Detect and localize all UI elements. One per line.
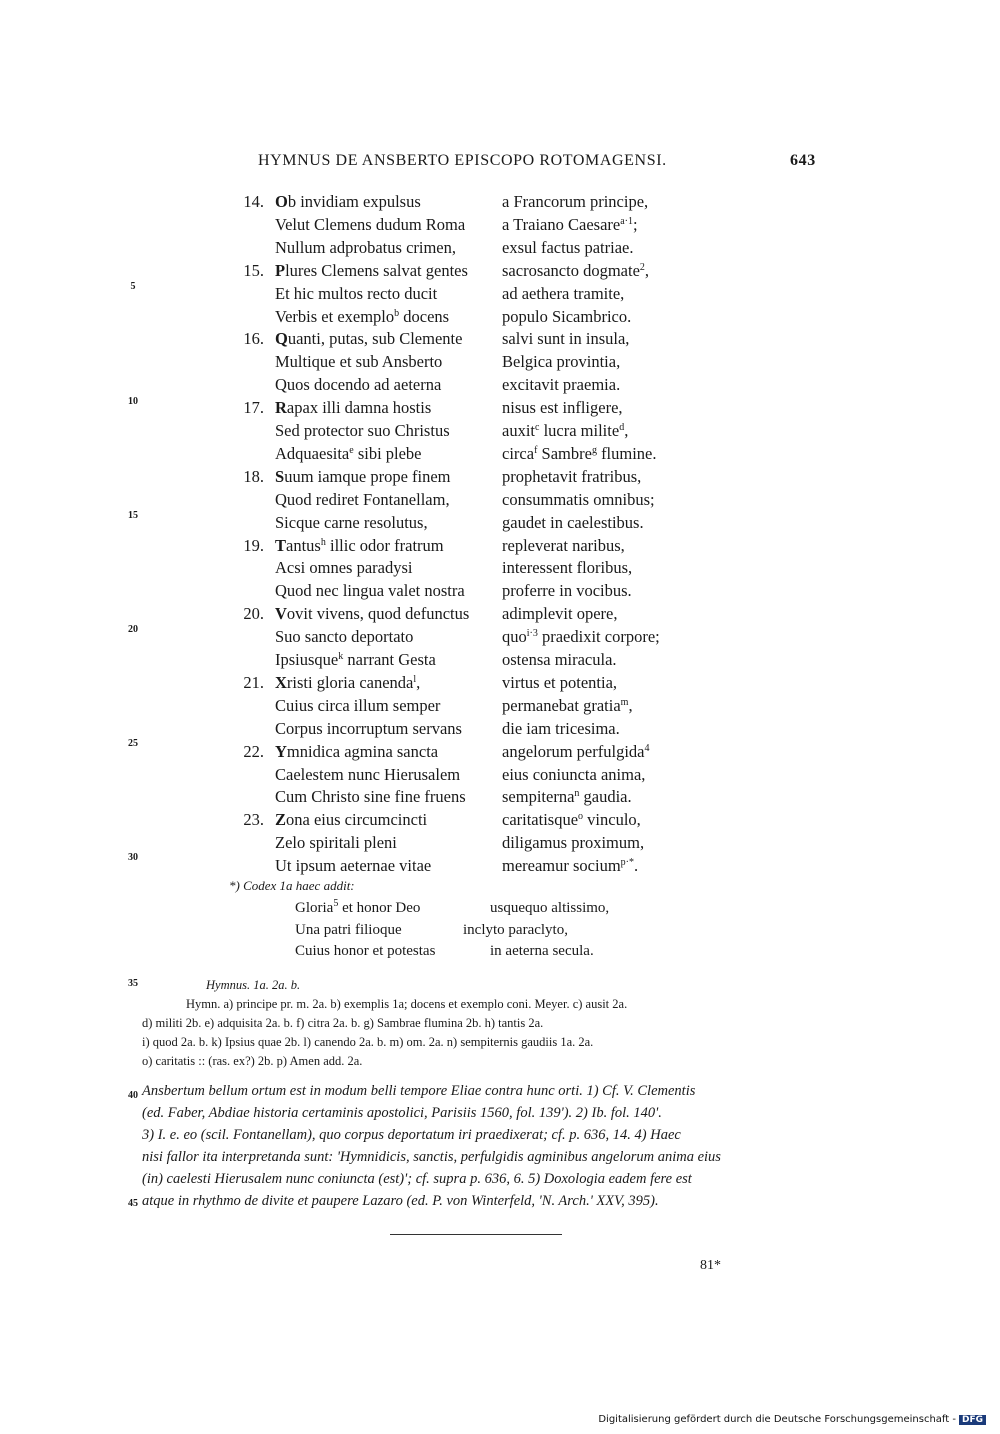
verse-line-second-half: permanebat gratia$^m$, — [502, 695, 633, 715]
footnote-line: (in) caelesti Hierusalem nunc coniuncta (est)'; cf. supra p. 636, 6. 5) Doxologia eadem fere est — [142, 1171, 692, 1187]
verse-line-second-half: populo Sicambrico. — [502, 306, 632, 326]
verse-line-second-half: ostensa miracula. — [502, 650, 617, 669]
verse-line-first-half: Cuius circa illum semper — [275, 695, 441, 715]
verse-line-second-half: nisus est infligere, — [502, 398, 623, 418]
verse-line-second-half: quo$^{i\cdot 3}$ praedixit corpore; — [502, 627, 660, 647]
apparatus-line: d) militi 2b. e) adquisita 2a. b. f) citra 2a. b. g) Sambrae flumina 2b. h) tantis 2a. — [142, 1016, 544, 1030]
codex-line-first-half: Una patri filioque — [295, 921, 402, 938]
verse-line-second-half: consummatis omnibus; — [502, 489, 655, 509]
margin-line-number: 25 — [128, 738, 138, 749]
margin-line-number: 15 — [128, 510, 138, 521]
codex-line-first-half: Cuius honor et potestas — [295, 943, 436, 959]
stanza-number: 16. — [243, 329, 264, 349]
verse-line-first-half: Cum Christo sine fine fruens — [275, 787, 466, 807]
verse-line-second-half: proferre in vocibus. — [502, 581, 632, 601]
stanza-number: 18. — [243, 466, 264, 486]
verse-line-first-half: Vovit vivens, quod defunctus — [275, 604, 470, 624]
margin-line-number: 5 — [130, 281, 136, 292]
verse-line-first-half: Ob invidiam expulsus — [275, 192, 421, 211]
verse-line-second-half: exsul factus patriae. — [502, 237, 634, 257]
verse-line-first-half: Suum iamque prope finem — [275, 466, 451, 486]
margin-line-number: 30 — [128, 852, 138, 863]
verse-line-first-half: Ipsiusque$^k$ narrant Gesta — [275, 650, 436, 669]
verse-line-first-half: Sed protector suo Christus — [275, 421, 450, 440]
verse-line-first-half: Velut Clemens dudum Roma — [275, 214, 466, 234]
verse-line-first-half: Xristi gloria canenda$^l$, — [275, 672, 421, 692]
margin-line-number: 20 — [128, 624, 138, 635]
stanza-number: 15. — [243, 260, 264, 280]
verse-line-second-half: ad aethera tramite, — [502, 283, 625, 303]
dfg-footer — [598, 1414, 986, 1425]
stanza-number: 14. — [243, 192, 264, 211]
verse-line-first-half: Corpus incorruptum servans — [275, 718, 462, 738]
stanza-number: 21. — [243, 672, 264, 692]
verse-line-first-half: Rapax illi damna hostis — [275, 398, 432, 418]
stanza-number: 20. — [243, 604, 264, 624]
verse-line-first-half: Quos docendo ad aeterna — [275, 375, 442, 395]
verse-line-first-half: Verbis et exemplo$^b$ docens — [275, 306, 450, 326]
codex-line-second-half: in aeterna secula. — [490, 943, 594, 959]
verse-line-second-half: mereamur socium$^{p\cdot*}$. — [502, 856, 639, 876]
verse-line-second-half: eius coniuncta anima, — [502, 764, 646, 784]
stanza-number: 23. — [243, 810, 264, 830]
verse-line-second-half: sempiterna$^n$ gaudia. — [502, 787, 632, 807]
footnote-line: nisi fallor ita interpretanda sunt: 'Hymnidicis, sanctis, perfulgidis agminibus angelorum anima eius — [142, 1149, 721, 1165]
verse-line-second-half: a Traiano Caesare$^{a\cdot 1}$; — [502, 214, 638, 234]
verse-line-first-half: Tantus$^h$ illic odor fratrum — [275, 535, 444, 555]
codex-line-second-half: inclyto paraclyto, — [463, 921, 568, 938]
verse-line-second-half: excitavit praemia. — [502, 375, 621, 395]
verse-line-first-half: Caelestem nunc Hierusalem — [275, 764, 461, 784]
verse-line-second-half: virtus et potentia, — [502, 672, 618, 692]
verse-line-first-half: Nullum adprobatus crimen, — [275, 237, 457, 257]
verse-line-first-half: Ut ipsum aeternae vitae — [275, 856, 432, 876]
signature-mark: 81* — [700, 1258, 721, 1273]
verse-line-first-half: Quod rediret Fontanellam, — [275, 489, 450, 509]
margin-line-number: 10 — [128, 396, 138, 407]
verse-line-second-half: diligamus proximum, — [502, 833, 645, 853]
verse-line-second-half: sacrosancto dogmate$^2$, — [502, 260, 650, 280]
verse-line-second-half: Belgica provintia, — [502, 352, 621, 372]
footnote-line: Ansbertum bellum ortum est in modum belli tempore Eliae contra hunc orti. 1) Cf. V. Clementis — [142, 1083, 696, 1099]
footnote-line: atque in rhythmo de divite et paupere Lazaro (ed. P. von Winterfeld, 'N. Arch.' XXV, 395). — [142, 1193, 659, 1209]
verse-line-first-half: Plures Clemens salvat gentes — [275, 260, 468, 280]
verse-line-first-half: Zona eius circumcincti — [275, 810, 428, 830]
margin-line-number: 35 — [128, 978, 138, 989]
divider-rule — [390, 1234, 562, 1235]
footnote-line: (ed. Faber, Abdiae historia certaminis apostolici, Parisiis 1560, fol. 139'). 2) Ib. fol. 140'. — [142, 1105, 662, 1121]
verse-line-second-half: interessent floribus, — [502, 558, 633, 578]
page-header: HYMNUS DE ANSBERTO EPISCOPO ROTOMAGENSI. — [258, 152, 667, 169]
verse-line-second-half: salvi sunt in insula, — [502, 329, 630, 349]
codex-line-second-half: usquequo altissimo, — [490, 900, 610, 916]
margin-line-number: 45 — [128, 1198, 138, 1209]
footnote-line: 3) I. e. eo (scil. Fontanellam), quo corpus deportatum iri praedixerat; cf. p. 636, 14. 4) Haec — [142, 1127, 681, 1143]
verse-line-first-half: Adquaesita$^e$ sibi plebe — [275, 443, 422, 463]
verse-line-first-half: Acsi omnes paradysi — [275, 558, 413, 578]
verse-line-second-half: caritatisque$^o$ vinculo, — [502, 810, 641, 830]
stanza-number: 22. — [243, 741, 264, 761]
verse-line-second-half: circa$^f$ Sambre$^g$ flumine. — [502, 443, 657, 463]
apparatus-line: o) caritatis :: (ras. ex?) 2b. p) Amen add. 2a. — [142, 1054, 363, 1068]
page-number: 643 — [790, 152, 816, 169]
verse-line-first-half: Multique et sub Ansberto — [275, 352, 443, 372]
verse-line-second-half: repleverat naribus, — [502, 535, 625, 555]
verse-line-first-half: Zelo spiritali pleni — [275, 833, 397, 853]
verse-line-first-half: Suo sancto deportato — [275, 627, 414, 647]
verse-line-first-half: Et hic multos recto ducit — [275, 283, 438, 303]
verse-line-second-half: adimplevit opere, — [502, 604, 618, 624]
verse-line-first-half: Ymnidica agmina sancta — [275, 741, 439, 761]
stanza-number: 17. — [243, 398, 264, 418]
verse-line-first-half: Quanti, putas, sub Clemente — [275, 329, 463, 349]
apparatus-line: Hymn. a) principe pr. m. 2a. b) exemplis 1a; docens et exemplo coni. Meyer. c) ausit 2a. — [186, 997, 628, 1011]
stanza-number: 19. — [243, 535, 264, 555]
apparatus-line: i) quod 2a. b. k) Ipsius quae 2b. l) canendo 2a. b. m) om. 2a. n) sempiternis gaudiis 1a. 2a. — [142, 1035, 594, 1049]
codex-line-first-half: Gloria$^5$ et honor Deo — [295, 898, 421, 916]
verse-line-second-half: angelorum perfulgida$^4$ — [502, 741, 650, 761]
margin-line-number: 40 — [128, 1090, 138, 1101]
apparatus-hymnus: Hymnus. 1a. 2a. b. — [206, 978, 301, 992]
verse-line-first-half: Sicque carne resolutus, — [275, 512, 428, 532]
footer-text: Digitalisierung gefördert durch die Deutsche Forschungsgemeinschaft - — [598, 1414, 956, 1425]
verse-line-second-half: gaudet in caelestibus. — [502, 512, 644, 532]
verse-line-second-half: a Francorum principe, — [502, 192, 649, 211]
codex-note-label: *) Codex 1a haec addit: — [229, 878, 355, 893]
verse-line-second-half: die iam tricesima. — [502, 718, 620, 738]
dfg-logo: DFG — [959, 1415, 986, 1425]
verse-line-first-half: Quod nec lingua valet nostra — [275, 581, 465, 601]
verse-line-second-half: auxit$^c$ lucra milite$^d$, — [502, 421, 629, 440]
verse-line-second-half: prophetavit fratribus, — [502, 466, 642, 486]
